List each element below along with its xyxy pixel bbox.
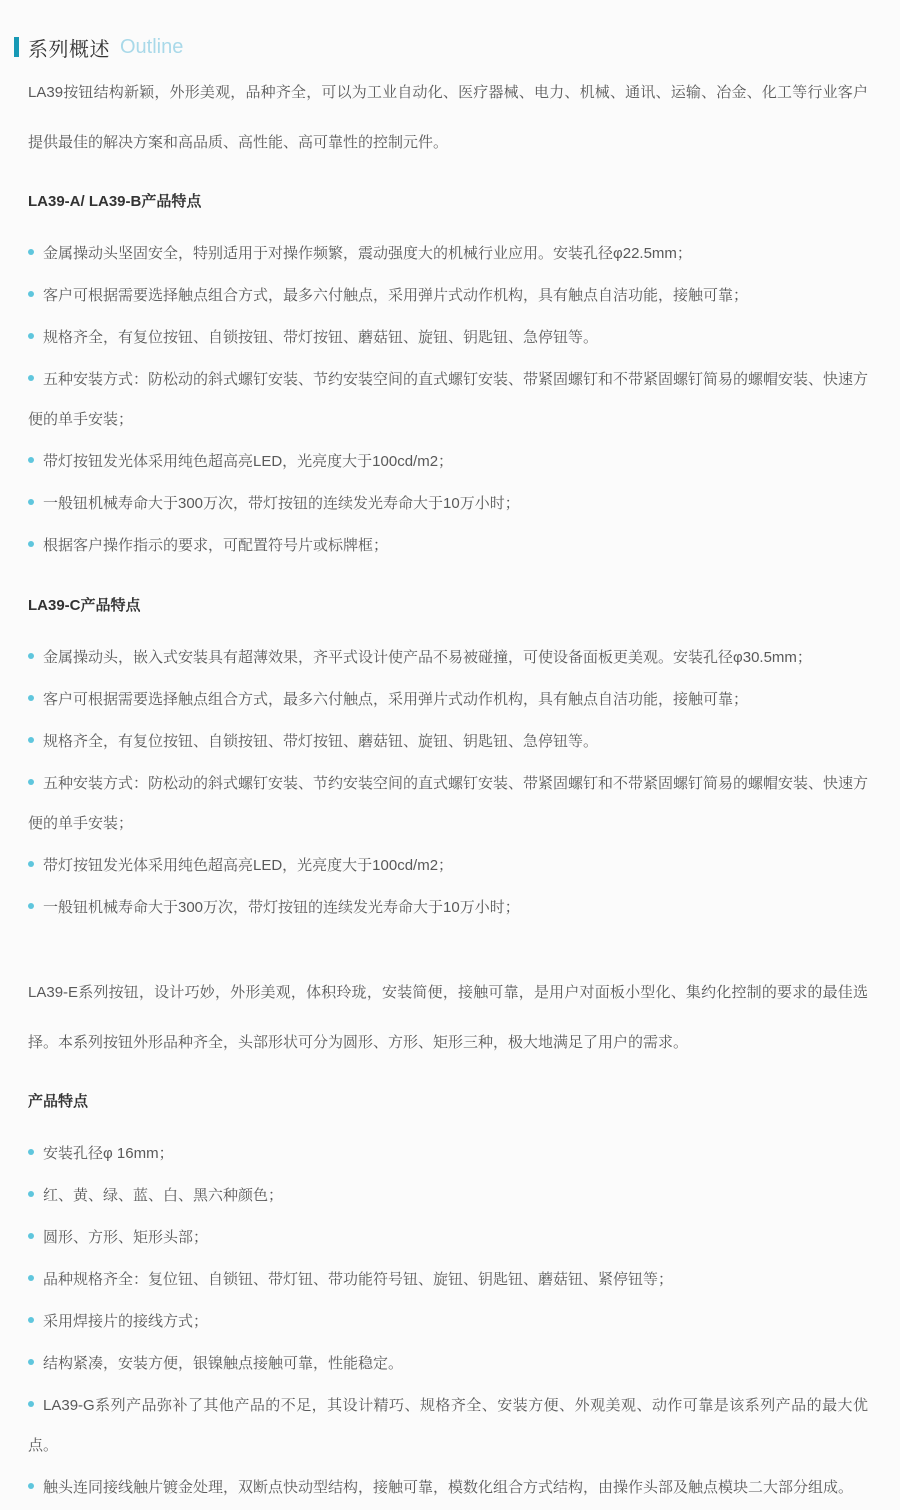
list-item (28, 764, 868, 844)
list-item-text: 客户可根据需要选择触点组合方式，最多六付触点，采用弹片式动作机构，具有触点自洁功能，接触可靠； (43, 691, 749, 708)
list-item-text: 红、黄、绿、蓝、白、黑六种颜色； (43, 1187, 284, 1204)
list-item-text: 客户可根据需要选择触点组合方式，最多六付触点，采用弹片式动作机构，具有触点自洁功能，接触可靠； (43, 287, 749, 304)
list-item (28, 888, 868, 928)
list-item (28, 1176, 868, 1216)
bullet-icon (28, 457, 34, 463)
bullet-list (28, 638, 868, 928)
list-item-text: 品种规格齐全：复位钮、自锁钮、带灯钮、带功能符号钮、旋钮、钥匙钮、蘑菇钮、紧停钮等； (43, 1271, 674, 1288)
bullet-icon (28, 695, 34, 701)
bullet-icon (28, 499, 34, 505)
list-item-text: 根据客户操作指示的要求，可配置符号片或标牌框； (43, 537, 389, 554)
list-item-text: 一般钮机械寿命大于300万次，带灯按钮的连续发光寿命大于10万小时； (43, 899, 520, 916)
list-item-text: 金属操动头坚固安全，特别适用于对操作频繁，震动强度大的机械行业应用。安装孔径φ22.5mm； (43, 245, 692, 262)
list-item (28, 1468, 868, 1508)
bullet-icon (28, 1275, 34, 1281)
paragraph: LA39-E系列按钮，设计巧妙，外形美观，体积玲珑，安装简便，接触可靠，是用户对面板小型化、集约化控制的要求的最佳选择。本系列按钮外形品种齐全，头部形状可分为圆形、方形、矩形三种，极大地满足了用户的需求。 (28, 984, 868, 1051)
bullet-icon (28, 1191, 34, 1197)
bullet-icon (28, 1359, 34, 1365)
list-item-text: 结构紧凑，安装方便，银镍触点接触可靠，性能稳定。 (43, 1355, 404, 1372)
list-item (28, 360, 868, 440)
bullet-icon (28, 1401, 34, 1407)
bullet-icon (28, 1149, 34, 1155)
list-item-text: 规格齐全，有复位按钮、自锁按钮、带灯按钮、蘑菇钮、旋钮、钥匙钮、急停钮等。 (43, 733, 599, 750)
bullet-icon (28, 375, 34, 381)
list-item (28, 276, 868, 316)
section-heading: LA39-C产品特点 (28, 597, 141, 614)
accent-bar-icon (14, 37, 19, 57)
bullet-icon (28, 1233, 34, 1239)
bullet-icon (28, 653, 34, 659)
bullet-icon (28, 291, 34, 297)
list-item-text: 五种安装方式：防松动的斜式螺钉安装、节约安装空间的直式螺钉安装、带紧固螺钉和不带紧固螺钉简易的螺帽安装、快速方便的单手安装； (28, 371, 869, 428)
list-item-text: LA39-G系列产品弥补了其他产品的不足，其设计精巧、规格齐全、安装方便、外观美观、动作可靠是该系列产品的最大优点。 (28, 1397, 868, 1454)
list-item-text: 带灯按钮发光体采用纯色超高亮LED，光亮度大于100cd/m2； (43, 857, 454, 874)
list-item (28, 638, 868, 678)
bullet-icon (28, 1483, 34, 1489)
bullet-icon (28, 903, 34, 909)
list-item-text: 带灯按钮发光体采用纯色超高亮LED，光亮度大于100cd/m2； (43, 453, 454, 470)
section-title-zh: 系列概述 (28, 38, 110, 61)
list-item (28, 1218, 868, 1258)
list-item (28, 526, 868, 566)
list-item (28, 846, 868, 886)
list-item-text: 一般钮机械寿命大于300万次，带灯按钮的连续发光寿命大于10万小时； (43, 495, 520, 512)
list-item (28, 1386, 868, 1466)
bullet-icon (28, 779, 34, 785)
list-item (28, 680, 868, 720)
list-item-text: 规格齐全，有复位按钮、自锁按钮、带灯按钮、蘑菇钮、旋钮、钥匙钮、急停钮等。 (43, 329, 599, 346)
list-item-text: 五种安装方式：防松动的斜式螺钉安装、节约安装空间的直式螺钉安装、带紧固螺钉和不带紧固螺钉简易的螺帽安装、快速方便的单手安装； (28, 775, 869, 832)
content-blocks (28, 68, 868, 1508)
list-item (28, 1260, 868, 1300)
bullet-list (28, 234, 868, 566)
bullet-icon (28, 1317, 34, 1323)
paragraph: LA39按钮结构新颖，外形美观，品种齐全，可以为工业自动化、医疗器械、电力、机械、通讯、运输、冶金、化工等行业客户提供最佳的解决方案和高品质、高性能、高可靠性的控制元件。 (28, 84, 868, 151)
list-item (28, 484, 868, 524)
list-item (28, 234, 868, 274)
list-item-text: 金属操动头，嵌入式安装具有超薄效果，齐平式设计使产品不易被碰撞，可使设备面板更美观。安装孔径φ30.5mm； (43, 649, 812, 666)
list-item-text: 触头连同接线触片镀金处理，双断点快动型结构，接触可靠，模数化组合方式结构，由操作头部及触点模块二大部分组成。 (43, 1479, 854, 1496)
section-heading: 产品特点 (28, 1093, 89, 1110)
list-item (28, 1344, 868, 1384)
section-title-en: Outline (120, 35, 184, 58)
list-item-text: 安装孔径φ 16mm； (43, 1145, 174, 1162)
bullet-icon (28, 861, 34, 867)
list-item (28, 722, 868, 762)
bullet-icon (28, 737, 34, 743)
list-item-text: 圆形、方形、矩形头部； (43, 1229, 209, 1246)
list-item-text: 采用焊接片的接线方式； (43, 1313, 209, 1330)
list-item (28, 1302, 868, 1342)
section-heading: LA39-A/ LA39-B产品特点 (28, 193, 202, 210)
bullet-icon (28, 333, 34, 339)
bullet-icon (28, 541, 34, 547)
list-item (28, 318, 868, 358)
list-item (28, 442, 868, 482)
section-header (14, 35, 900, 61)
bullet-list (28, 1134, 868, 1508)
list-item (28, 1134, 868, 1174)
bullet-icon (28, 249, 34, 255)
